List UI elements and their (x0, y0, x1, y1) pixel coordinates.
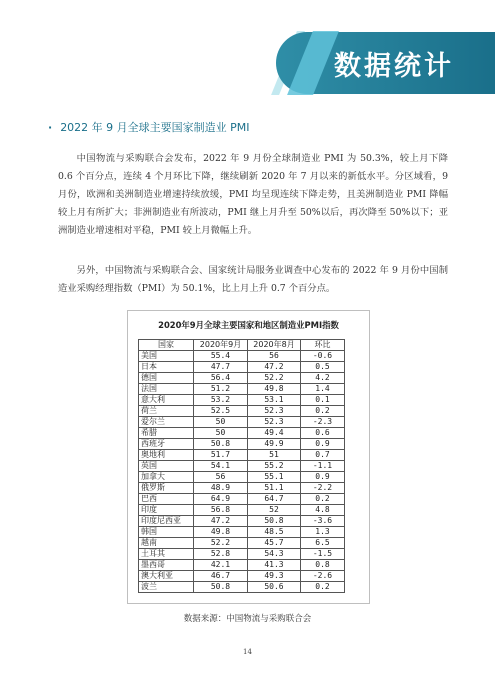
value-cell: 50.8 (248, 516, 301, 527)
value-cell: -1.5 (301, 549, 345, 560)
bullet-icon: · (48, 121, 53, 134)
country-cell: 加拿大 (139, 472, 194, 483)
country-cell: 印度尼西亚 (139, 516, 194, 527)
value-cell: 50 (194, 417, 248, 428)
column-header: 2020年8月 (248, 340, 301, 351)
value-cell: 51.2 (194, 384, 248, 395)
value-cell: 42.1 (194, 560, 248, 571)
country-cell: 爱尔兰 (139, 417, 194, 428)
value-cell: 55.1 (248, 472, 301, 483)
country-cell: 希腊 (139, 428, 194, 439)
value-cell: 51 (248, 450, 301, 461)
table-row (139, 406, 345, 417)
value-cell: 1.4 (301, 384, 345, 395)
value-cell: 54.3 (248, 549, 301, 560)
value-cell: 52.5 (194, 406, 248, 417)
value-cell: 1.3 (301, 527, 345, 538)
value-cell: 52.3 (248, 417, 301, 428)
value-cell: 0.6 (301, 428, 345, 439)
value-cell: -0.6 (301, 351, 345, 362)
table-header-row (139, 340, 345, 351)
table-row (139, 417, 345, 428)
country-cell: 西班牙 (139, 439, 194, 450)
table-row (139, 538, 345, 549)
article-heading (48, 119, 250, 135)
value-cell: -2.3 (301, 417, 345, 428)
column-header: 环比 (301, 340, 345, 351)
value-cell: 47.7 (194, 362, 248, 373)
value-cell: 55.2 (248, 461, 301, 472)
value-cell: 52.8 (194, 549, 248, 560)
value-cell: 0.1 (301, 395, 345, 406)
table-row (139, 582, 345, 593)
table-row (139, 571, 345, 582)
value-cell: 4.2 (301, 373, 345, 384)
value-cell: -3.6 (301, 516, 345, 527)
table-row (139, 483, 345, 494)
table-row (139, 439, 345, 450)
value-cell: 64.9 (194, 494, 248, 505)
value-cell: 52.3 (248, 406, 301, 417)
page-number: 14 (243, 648, 252, 656)
value-cell: 56.8 (194, 505, 248, 516)
country-cell: 意大利 (139, 395, 194, 406)
value-cell: 47.2 (248, 362, 301, 373)
table-row (139, 461, 345, 472)
value-cell: 49.8 (248, 384, 301, 395)
value-cell: 52.2 (248, 373, 301, 384)
value-cell: 47.2 (194, 516, 248, 527)
value-cell: 49.4 (248, 428, 301, 439)
table-row (139, 549, 345, 560)
pmi-table-figure (127, 310, 370, 604)
table-title: 2020年9月全球主要国家和地区制造业PMI指数 (158, 320, 339, 330)
table-row (139, 472, 345, 483)
country-cell: 荷兰 (139, 406, 194, 417)
value-cell: 49.3 (248, 571, 301, 582)
country-cell: 越南 (139, 538, 194, 549)
value-cell: 0.5 (301, 362, 345, 373)
section-title: 数据统计 (334, 50, 454, 82)
country-cell: 韩国 (139, 527, 194, 538)
value-cell: 53.2 (194, 395, 248, 406)
country-cell: 波兰 (139, 582, 194, 593)
paragraph-1: 中国物流与采购联合会发布，2022 年 9 月份全球制造业 PMI 为 50.3%，较上月下降 0.6 个百分点，连续 4 个月环比下降，继续刷新 2020 年 7 月以来的新低水平。分区域看，9 月份，欧洲和美洲制造业增速持续放缓，PMI 均呈现连续下降走势，且美洲制造业 PMI 降幅较上月有所扩大；非洲制造业有所波动，PMI 继上月升至 50%以后，再次降至 50%以下；亚洲制造业增速相对平稳，PMI 较上月微幅上升。 (58, 153, 448, 236)
value-cell: -2.6 (301, 571, 345, 582)
value-cell: 46.7 (194, 571, 248, 582)
table-row (139, 384, 345, 395)
value-cell: 0.2 (301, 494, 345, 505)
value-cell: 54.1 (194, 461, 248, 472)
value-cell: 4.8 (301, 505, 345, 516)
column-header: 2020年9月 (194, 340, 248, 351)
value-cell: 0.2 (301, 582, 345, 593)
value-cell: -2.2 (301, 483, 345, 494)
value-cell: 0.9 (301, 439, 345, 450)
country-cell: 土耳其 (139, 549, 194, 560)
country-cell: 墨西哥 (139, 560, 194, 571)
country-cell: 日本 (139, 362, 194, 373)
table-row (139, 450, 345, 461)
value-cell: 56 (248, 351, 301, 362)
country-cell: 巴西 (139, 494, 194, 505)
column-header: 国家 (139, 340, 194, 351)
table-row (139, 505, 345, 516)
value-cell: 0.8 (301, 560, 345, 571)
value-cell: 51.7 (194, 450, 248, 461)
country-cell: 英国 (139, 461, 194, 472)
value-cell: -1.1 (301, 461, 345, 472)
article-heading-text: 2022 年 9 月全球主要国家制造业 PMI (60, 121, 250, 134)
country-cell: 澳大利亚 (139, 571, 194, 582)
value-cell: 0.7 (301, 450, 345, 461)
value-cell: 6.5 (301, 538, 345, 549)
value-cell: 64.7 (248, 494, 301, 505)
table-row (139, 351, 345, 362)
country-cell: 奥地利 (139, 450, 194, 461)
value-cell: 45.7 (248, 538, 301, 549)
value-cell: 49.8 (194, 527, 248, 538)
value-cell: 50.8 (194, 439, 248, 450)
value-cell: 56 (194, 472, 248, 483)
value-cell: 0.2 (301, 406, 345, 417)
table-row (139, 428, 345, 439)
value-cell: 53.1 (248, 395, 301, 406)
value-cell: 55.4 (194, 351, 248, 362)
country-cell: 俄罗斯 (139, 483, 194, 494)
table-row (139, 494, 345, 505)
country-cell: 法国 (139, 384, 194, 395)
table-row (139, 560, 345, 571)
country-cell: 印度 (139, 505, 194, 516)
table-row (139, 527, 345, 538)
value-cell: 51.1 (248, 483, 301, 494)
country-cell: 德国 (139, 373, 194, 384)
value-cell: 50.6 (248, 582, 301, 593)
value-cell: 52.2 (194, 538, 248, 549)
table-row (139, 395, 345, 406)
value-cell: 56.4 (194, 373, 248, 384)
table-row (139, 516, 345, 527)
value-cell: 48.9 (194, 483, 248, 494)
value-cell: 52 (248, 505, 301, 516)
value-cell: 0.9 (301, 472, 345, 483)
value-cell: 49.9 (248, 439, 301, 450)
country-cell: 美国 (139, 351, 194, 362)
table-row (139, 362, 345, 373)
pmi-table (138, 339, 345, 593)
value-cell: 50.8 (194, 582, 248, 593)
value-cell: 41.3 (248, 560, 301, 571)
paragraph-2: 另外，中国物流与采购联合会、国家统计局服务业调查中心发布的 2022 年 9 月份中国制造业采购经理指数（PMI）为 50.1%，比上月上升 0.7 个百分点。 (58, 265, 448, 294)
data-source-note: 数据来源：中国物流与采购联合会 (183, 614, 312, 624)
value-cell: 48.5 (248, 527, 301, 538)
value-cell: 50 (194, 428, 248, 439)
table-row (139, 373, 345, 384)
